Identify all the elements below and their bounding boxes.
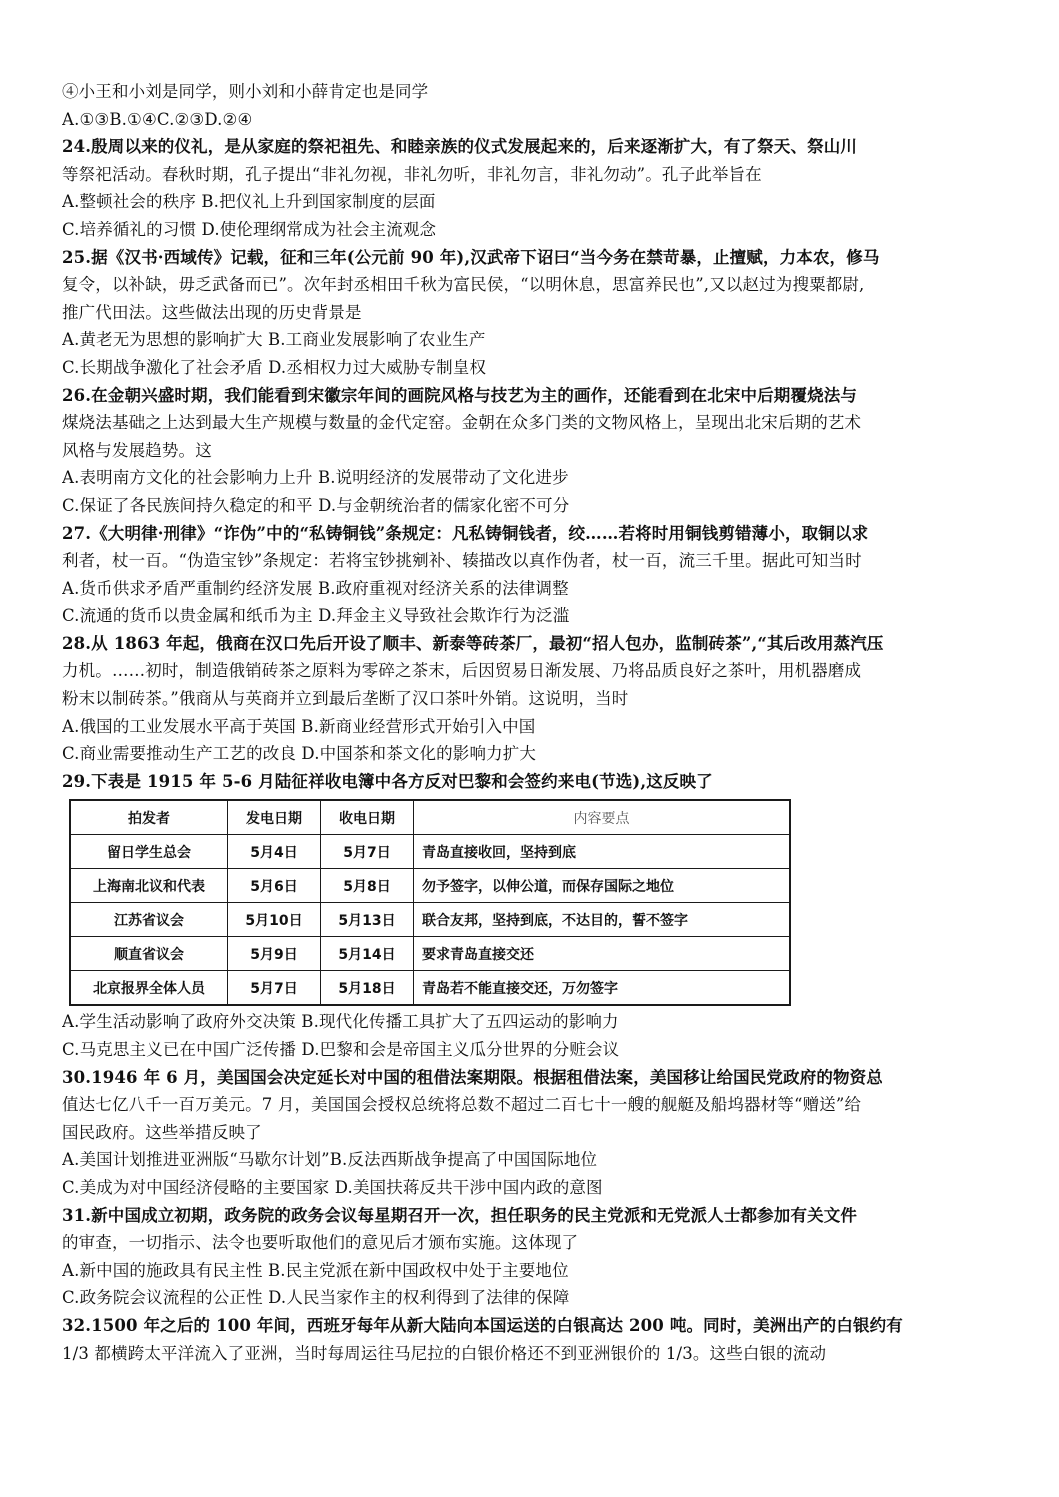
text-line: C.马克思主义已在中国广泛传播 D.巴黎和会是帝国主义瓜分世界的分赃会议 <box>62 1040 620 1060</box>
text-line: A.俄国的工业发展水平高于英国 B.新商业经营形式开始引入中国 <box>62 716 536 736</box>
table-cell-sender: 顺直省议会 <box>70 937 228 971</box>
text-line: C.流通的货币以贵金属和纸币为主 D.拜金主义导致社会欺诈行为泛滥 <box>62 606 570 626</box>
text-line: 32.1500 年之后的 100 年间，西班牙每年从新大陆向本国运送的白银高达 200 吨。同时，美洲出产的白银约有 <box>62 1315 903 1335</box>
text-block-bottom <box>62 1008 998 1367</box>
table-cell-sender: 留日学生总会 <box>70 835 228 869</box>
text-line: C.长期战争激化了社会矛盾 D.丞相权力过大威胁专制皇权 <box>62 357 487 377</box>
text-line: 26.在金朝兴盛时期，我们能看到宋徽宗年间的画院风格与技艺为主的画作，还能看到在北宋中后期覆烧法与 <box>62 385 858 405</box>
text-block-top <box>62 78 998 795</box>
text-line: C.政务院会议流程的公正性 D.人民当家作主的权利得到了法律的保障 <box>62 1288 570 1308</box>
text-line: 等祭祀活动。春秋时期，孔子提出“非礼勿视，非礼勿听，非礼勿言，非礼勿动”。孔子此举旨在 <box>62 164 762 184</box>
text-line: 30.1946 年 6 月，美国国会决定延长对中国的租借法案期限。根据租借法案，美国移让给国民党政府的物资总 <box>62 1067 883 1087</box>
text-line: A.新中国的施政具有民主性 B.民主党派在新中国政权中处于主要地位 <box>62 1260 569 1280</box>
table-cell-sender: 北京报界全体人员 <box>70 971 228 1006</box>
text-line: 27.《大明律·刑律》“诈伪”中的“私铸铜钱”条规定：凡私铸铜钱者，绞……若将时用铜钱剪错薄小，取铜以求 <box>62 523 869 543</box>
text-line: 国民政府。这些举措反映了 <box>62 1122 262 1142</box>
table-cell-receive-date: 5月13日 <box>321 903 414 937</box>
text-line: A.学生活动影响了政府外交决策 B.现代化传播工具扩大了五四运动的影响力 <box>62 1012 619 1032</box>
text-line: 煤烧法基础之上达到最大生产规模与数量的金代定窑。金朝在众多门类的文物风格上，呈现出北宋后期的艺术 <box>62 413 862 433</box>
table-cell-content: 联合友邦，坚持到底，不达目的，誓不签字 <box>414 903 791 937</box>
table-body <box>70 835 790 1006</box>
table-header-row <box>70 800 790 835</box>
telegram-table-wrapper <box>69 799 998 1006</box>
table-cell-send-date: 5月7日 <box>228 971 321 1006</box>
table-cell-send-date: 5月9日 <box>228 937 321 971</box>
text-line: 力机。……初时，制造俄销砖茶之原料为零碎之茶末，后因贸易日渐发展、乃将品质良好之茶叶，用机器磨成 <box>62 661 862 681</box>
table-header-sender: 拍发者 <box>70 800 228 835</box>
table-cell-content: 青岛直接收回，坚持到底 <box>414 835 791 869</box>
table-cell-send-date: 5月6日 <box>228 869 321 903</box>
text-line: 利者，杖一百。“伪造宝钞”条规定：若将宝钞挑剜补、辏描改以真作伪者，杖一百，流三千里。据此可知当时 <box>62 551 862 571</box>
text-line: 29.下表是 1915 年 5-6 月陆征祥收电簿中各方反对巴黎和会签约来电(节选),这反映了 <box>62 771 713 791</box>
text-line: C.美成为对中国经济侵略的主要国家 D.美国扶蒋反共干涉中国内政的意图 <box>62 1178 603 1197</box>
table-header-send-date: 发电日期 <box>228 800 321 835</box>
text-line: 复令，以补缺，毋乏武备而已”。次年封丞相田千秋为富民侯，“以明休息，思富养民也”,又以赵过为搜粟都尉, <box>62 275 865 295</box>
table-cell-receive-date: 5月8日 <box>321 869 414 903</box>
text-line: 的审查，一切指示、法令也要听取他们的意见后才颁布实施。这体现了 <box>62 1233 579 1253</box>
text-line: A.整顿社会的秩序 B.把仪礼上升到国家制度的层面 <box>62 192 436 212</box>
table-cell-sender: 上海南北议和代表 <box>70 869 228 903</box>
text-line: A.黄老无为思想的影响扩大 B.工商业发展影响了农业生产 <box>62 330 486 350</box>
table-cell-receive-date: 5月14日 <box>321 937 414 971</box>
telegram-table <box>69 799 791 1006</box>
text-line: 推广代田法。这些做法出现的历史背景是 <box>62 302 362 322</box>
text-line: 24.殷周以来的仪礼，是从家庭的祭祀祖先、和睦亲族的仪式发展起来的，后来逐渐扩大，有了祭天、祭山川 <box>62 137 858 157</box>
text-line: C.培养循礼的习惯 D.使伦理纲常成为社会主流观念 <box>62 219 437 239</box>
table-cell-receive-date: 5月18日 <box>321 971 414 1006</box>
table-row <box>70 971 790 1006</box>
text-line: A.表明南方文化的社会影响力上升 B.说明经济的发展带动了文化进步 <box>62 468 569 488</box>
table-row <box>70 869 790 903</box>
table-cell-receive-date: 5月7日 <box>321 835 414 869</box>
text-line: 31.新中国成立初期，政务院的政务会议每星期召开一次，担任职务的民主党派和无党派人士都参加有关文件 <box>62 1205 858 1225</box>
text-line: A.①③B.①④C.②③D.②④ <box>62 109 253 129</box>
text-line: 风格与发展趋势。这 <box>62 440 212 460</box>
table-row <box>70 835 790 869</box>
text-line: C.保证了各民族间持久稳定的和平 D.与金朝统治者的儒家化密不可分 <box>62 495 570 515</box>
text-line: A.货币供求矛盾严重制约经济发展 B.政府重视对经济关系的法律调整 <box>62 578 569 598</box>
table-header-content: 内容要点 <box>414 800 791 835</box>
text-line: 粉末以制砖茶。”俄商从与英商并立到最后垄断了汉口茶叶外销。这说明，当时 <box>62 689 629 709</box>
table-cell-send-date: 5月10日 <box>228 903 321 937</box>
text-line: A.美国计划推进亚洲版“马歇尔计划”B.反法西斯战争提高了中国国际地位 <box>62 1150 598 1170</box>
table-cell-content: 勿予签字，以伸公道，而保存国际之地位 <box>414 869 791 903</box>
table-row <box>70 903 790 937</box>
page-content <box>62 78 998 1367</box>
text-line: 25.据《汉书·西域传》记载，征和三年(公元前 90 年),汉武帝下诏曰“当今务在禁苛暴，止擅赋，力本农，修马 <box>62 247 880 267</box>
table-header-receive-date: 收电日期 <box>321 800 414 835</box>
text-line: C.商业需要推动生产工艺的改良 D.中国茶和茶文化的影响力扩大 <box>62 744 537 764</box>
text-line: 28.从 1863 年起，俄商在汉口先后开设了顺丰、新泰等砖茶厂，最初“招人包办，监制砖茶”,“其后改用蒸汽压 <box>62 633 884 653</box>
text-line: ④小王和小刘是同学，则小刘和小薛肯定也是同学 <box>62 82 429 101</box>
text-line: 1/3 都横跨太平洋流入了亚洲，当时每周运往马尼拉的白银价格还不到亚洲银价的 1/3。这些白银的流动 <box>62 1343 827 1363</box>
table-cell-send-date: 5月4日 <box>228 835 321 869</box>
table-cell-content: 青岛若不能直接交还，万勿签字 <box>414 971 791 1006</box>
text-line: 值达七亿八千一百万美元。7 月，美国国会授权总统将总数不超过二百七十一艘的舰艇及船坞器材等“赠送”给 <box>62 1095 862 1115</box>
table-cell-sender: 江苏省议会 <box>70 903 228 937</box>
table-cell-content: 要求青岛直接交还 <box>414 937 791 971</box>
table-row <box>70 937 790 971</box>
